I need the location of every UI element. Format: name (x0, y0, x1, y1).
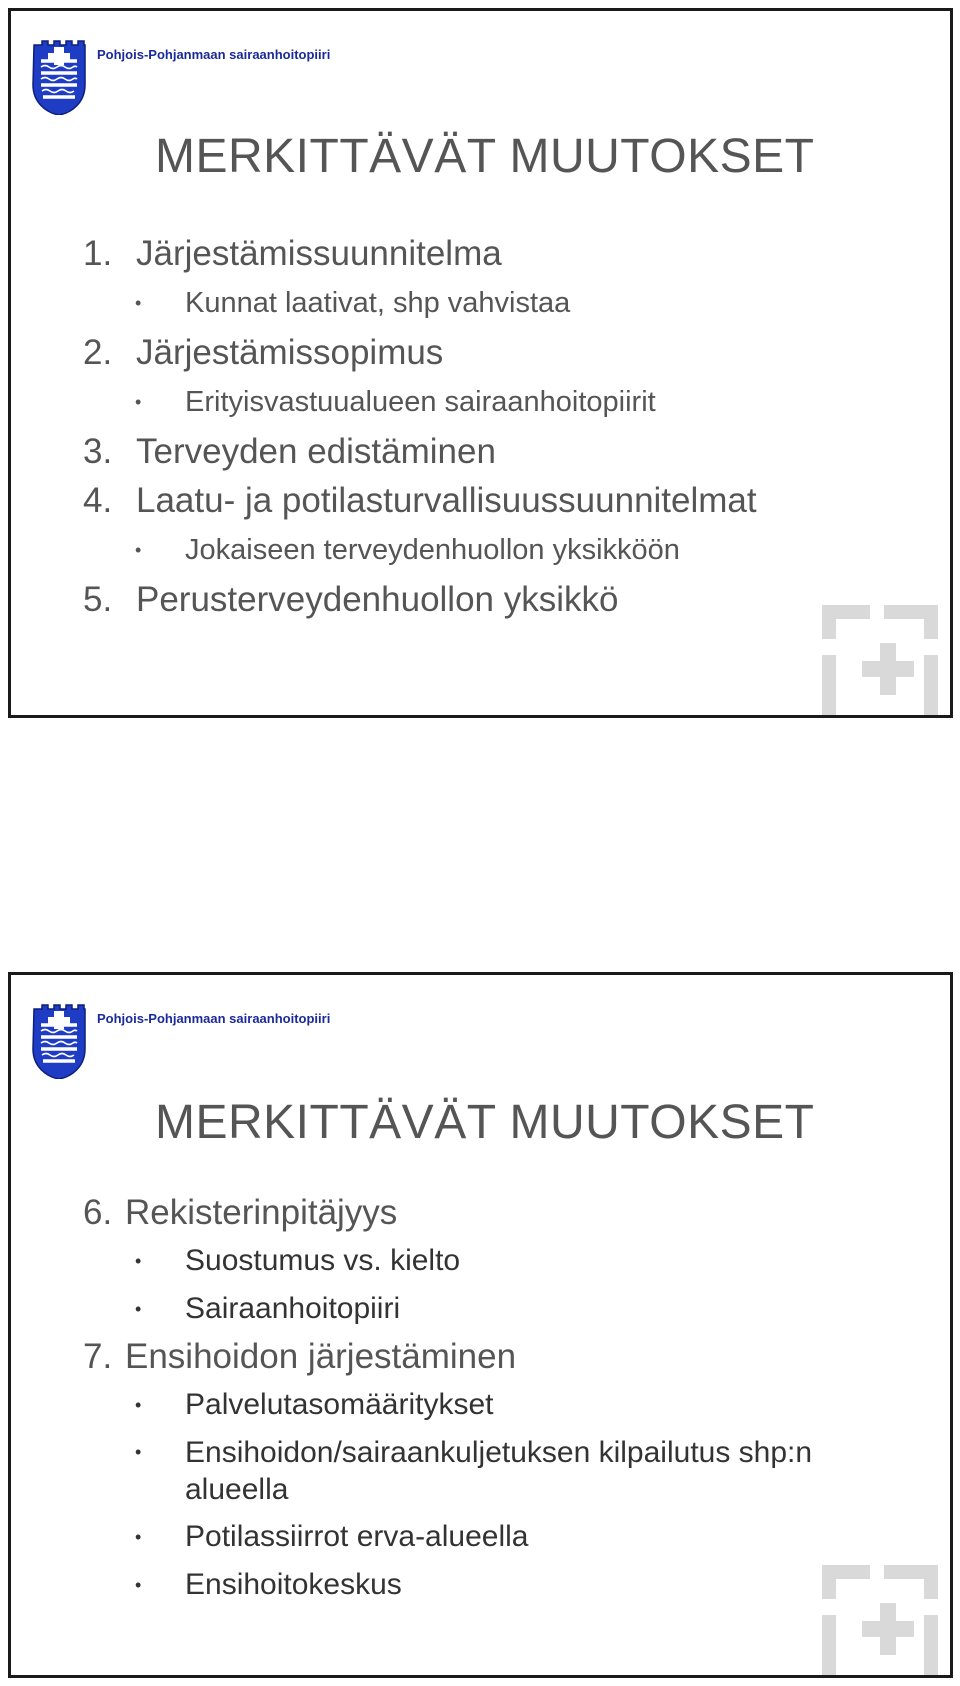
slide-2 (8, 972, 953, 1678)
item-text: Perusterveydenhuollon yksikkö (136, 580, 619, 619)
slide-1 (8, 8, 953, 718)
item-number: 7. (83, 1337, 113, 1376)
bullet-icon: • (135, 392, 142, 412)
list-item (83, 1333, 883, 1381)
watermark-cross-icon (810, 595, 950, 715)
item-text: Järjestämissopimus (136, 333, 444, 372)
item-list (83, 1189, 883, 1609)
item-number: 3. (83, 432, 113, 471)
item-text: Järjestämissuunnitelma (136, 234, 502, 273)
sub-item (83, 1429, 883, 1513)
sub-item (83, 1237, 883, 1285)
sub-item-text: Erityisvastuualueen sairaanhoitopiirit (185, 386, 656, 418)
item-number: 6. (83, 1193, 113, 1232)
item-text: Terveyden edistäminen (136, 432, 496, 471)
list-item (83, 575, 883, 624)
slide-title: MERKITTÄVÄT MUUTOKSET (155, 1096, 815, 1149)
list-item (83, 476, 883, 525)
item-number: 1. (83, 234, 113, 273)
coat-of-arms-icon (31, 1003, 87, 1079)
item-list (83, 229, 883, 624)
bullet-icon: • (135, 1442, 142, 1462)
sub-item (83, 278, 883, 328)
sub-item (83, 1381, 883, 1429)
item-text: Ensihoidon järjestäminen (125, 1337, 517, 1376)
coat-of-arms-icon (31, 39, 87, 115)
item-number: 5. (83, 580, 113, 619)
list-item (83, 427, 883, 476)
bullet-icon: • (135, 540, 142, 560)
bullet-icon: • (135, 1395, 142, 1415)
watermark-cross-icon (810, 1555, 950, 1675)
list-item (83, 229, 883, 278)
sub-item-text: Sairaanhoitopiiri (185, 1292, 401, 1325)
org-header (31, 39, 551, 119)
sub-item (83, 1285, 883, 1333)
org-name: Pohjois-Pohjanmaan sairaanhoitopiiri (97, 1011, 331, 1026)
org-header (31, 1003, 551, 1083)
bullet-icon: • (135, 1251, 142, 1271)
list-item (83, 1189, 883, 1237)
sub-item-text: Potilassiirrot erva-alueella (185, 1520, 529, 1553)
sub-item-text: Jokaiseen terveydenhuollon yksikköön (185, 534, 680, 566)
org-name: Pohjois-Pohjanmaan sairaanhoitopiiri (97, 47, 331, 62)
sub-item-text: Suostumus vs. kielto (185, 1244, 461, 1277)
sub-item (83, 1513, 883, 1561)
sub-item-text: Kunnat laativat, shp vahvistaa (185, 287, 571, 319)
slide-title: MERKITTÄVÄT MUUTOKSET (155, 130, 815, 183)
bullet-icon: • (135, 1527, 142, 1547)
sub-item (83, 525, 883, 575)
bullet-icon: • (135, 1575, 142, 1595)
sub-item-text: Ensihoitokeskus (185, 1568, 402, 1601)
item-number: 2. (83, 333, 113, 372)
sub-item (83, 377, 883, 427)
list-item (83, 328, 883, 377)
item-text: Laatu- ja potilasturvallisuussuunnitelmat (136, 481, 757, 520)
bullet-icon: • (135, 293, 142, 313)
bullet-icon: • (135, 1299, 142, 1319)
sub-item (83, 1561, 883, 1609)
sub-item-text: Ensihoidon/sairaankuljetuksen kilpailutus shp:n alueella (185, 1436, 813, 1506)
item-number: 4. (83, 481, 113, 520)
sub-item-text: Palvelutasomääritykset (185, 1388, 494, 1421)
item-text: Rekisterinpitäjyys (125, 1193, 398, 1232)
